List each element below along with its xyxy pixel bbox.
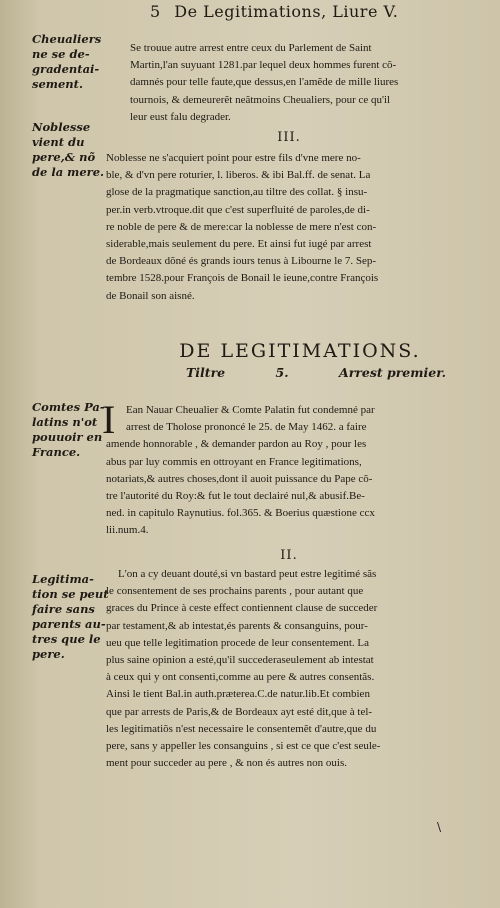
margin-line: de la mere. [32,165,105,179]
page-number: 5 [150,2,161,21]
drop-cap: I [102,397,116,442]
text-line: que par arrests de Paris,& de Bordeaux ayt esté dit,que à tel- [106,705,373,718]
paragraph-jean-nauar [106,402,472,540]
arrest-label: Arrest premier. [339,365,446,380]
text-line: par testament,& ab intestat,és parents & consanguins, pour- [106,619,368,632]
section-heading-iii: III. [277,130,301,145]
text-line: pere, sans y appeller les consanguins , si est ce que c'est seule- [106,740,381,753]
text-line: ueu que telle legitimation procede de leur consentement. La [106,636,369,649]
margin-line: Cheualiers [32,32,102,46]
text-line: de Bonail son aisné. [106,289,195,302]
text-line: ble, & d'vn pere roturier, l. liberos. & ibi Bal.ff. de senat. La [106,169,371,182]
margin-line: sement. [32,77,83,91]
margin-line: France. [32,445,81,459]
text-line: Ean Nauar Cheualier & Comte Palatin fut condemné par [126,404,375,416]
text-line: leur eust falu degrader. [130,110,231,123]
margin-line: pouuoir en [32,430,103,444]
text-line: Ainsi le tient Bal.in auth.præterea.C.de natur.lib.Et combien [106,688,370,701]
text-line: tembre 1528.pour François de Bonail le ieune,contre François [106,272,379,285]
text-line: L'on a cy deuant douté,si vn bastard peut estre legitimé sãs [118,568,377,580]
running-header [150,2,480,21]
margin-line: tion se peut [32,587,109,601]
paragraph-noblesse [106,150,472,305]
text-line: per.in verb.vtroque.dit que c'est superfluité de paroles,de di- [106,203,370,216]
margin-line: latins n'ot [32,415,98,429]
tiltre-label: Tiltre [186,365,226,380]
text-line: tre l'autorité du Roy:& fut le tout declairé nul,& abusif.Be- [106,490,365,503]
chapter-title: DE LEGITIMATIONS. [179,340,421,362]
text-line: siderable,mais seulement du pere. Et ainsi fut iugé par arrest [106,238,372,251]
text-line: ment pour succeder au pere , & non és autres non ouis. [106,757,348,770]
text-line: arrest de Tholose prononcé le 25. de May 1462. a faire [126,421,367,434]
margin-line: vient du [32,135,85,149]
text-line: amende honnorable , & demander pardon au Roy , pour les [106,438,367,451]
text-line: notariats,& autres choses,dont il auoit puissance du Pape cõ- [106,472,373,485]
text-line: lii.num.4. [106,524,149,537]
text-line: damnés pour telle faute,que dessus,en l'amẽde de mille liures [130,76,399,89]
running-title: De Legitimations, Liure V. [174,2,399,21]
margin-line: tres que le [32,632,101,646]
text-line: les legitimatiõs n'est necessaire le consentemẽt d'autre,que du [106,722,377,735]
margin-line: ne se de- [32,47,90,61]
text-line: ned. in capitulo Raynutius. fol.365. & Boerius quæstione ccx [106,507,375,520]
margin-note-chevaliers [32,32,120,92]
text-line: Noblesse ne s'acquiert point pour estre fils d'vne mere no- [106,152,361,164]
margin-line: gradentai- [32,62,100,76]
text-line: plus saine opinion a esté,qu'il succederaseulement ab intestat [106,654,374,667]
paragraph-arrest-saint-martin [130,40,470,126]
text-line: abus par luy commis en ottroyant en France legitimations, [106,455,362,468]
text-line: glose de la pragmatique sanction,au tiltre des collat. § insu- [106,186,368,199]
text-line: Martin,l'an suyuant 1281.par lequel deux hommes furent cõ- [130,59,397,72]
text-line: tournois, & demeurerẽt neãtmoins Cheualiers, pour ce qu'il [130,93,391,106]
text-line: graces du Prince à ceste effect contiennent clause de succeder [106,602,378,615]
text-line: à ceux qui y ont consenti,comme au pere & autres consentãs. [106,671,375,684]
margin-line: Comtes Pa- [32,400,105,414]
margin-line: parents au- [32,617,106,631]
text-line: re noble de pere & de mere:car la noblesse de mere n'est con- [106,220,377,233]
section-heading-ii: II. [280,548,298,563]
chapter-subtitle [186,365,446,380]
text-line: de Bordeaux dõné és grands iours tenus à Libourne le 7. Sep- [106,255,377,268]
margin-line: pere. [32,647,65,661]
text-line: le consentement de ses prochains parents , pour autant que [106,585,364,598]
margin-line: Legitima- [32,572,94,586]
paragraph-bastard-legitimation [106,566,472,772]
page-mark: \ [437,820,442,834]
text-line: Se trouue autre arrest entre ceux du Parlement de Saint [130,42,372,54]
margin-line: faire sans [32,602,95,616]
tiltre-number: 5. [275,365,289,380]
margin-line: pere,& nõ [32,150,96,164]
margin-line: Noblesse [32,120,91,134]
